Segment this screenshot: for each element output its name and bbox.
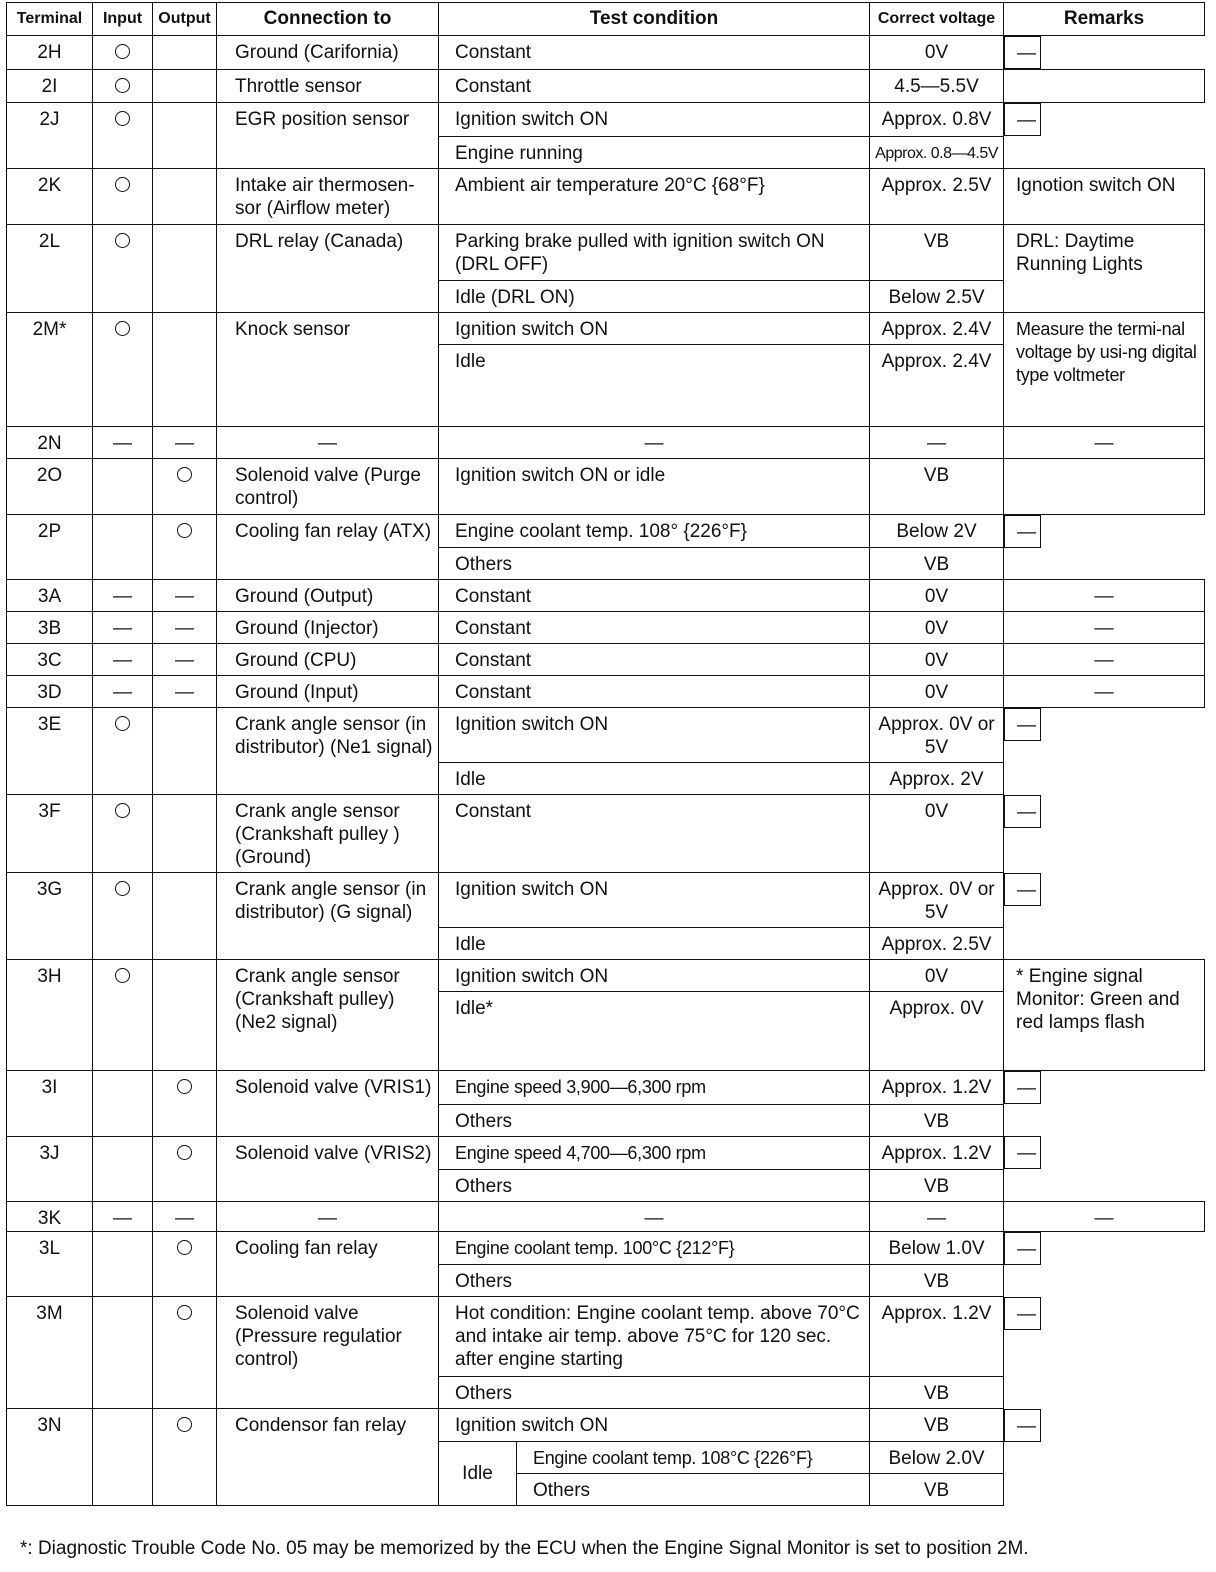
- connection-cell: Solenoid valve (Purge control): [217, 458, 439, 514]
- condition-cell: Ignition switch ON: [439, 1409, 870, 1442]
- header-remarks: Remarks: [1004, 3, 1205, 36]
- output-cell: [153, 312, 217, 426]
- remarks-cell: —: [1004, 644, 1205, 676]
- condition-cell: Ambient air temperature 20°C {68°F}: [439, 168, 870, 224]
- voltage-cell: Approx. 0V or 5V: [870, 873, 1004, 928]
- remarks-cell: —: [1004, 103, 1041, 136]
- condition-cell: Ignition switch ON: [439, 103, 870, 137]
- condition-cell: Hot condition: Engine coolant temp. above 70°C and intake air temp. above 75°C for 120 sec. after engine starting: [439, 1297, 870, 1377]
- input-cell: —: [93, 580, 153, 612]
- connection-cell: Crank angle sensor (in distributor) (Ne1 signal): [217, 708, 439, 795]
- remarks-cell: —: [1004, 1232, 1041, 1265]
- remarks-cell: —: [1004, 1409, 1041, 1442]
- condition-cell: —: [439, 426, 870, 458]
- table-row: [7, 312, 1205, 344]
- connection-cell: Ground (Carifornia): [217, 36, 439, 70]
- terminal-voltage-table-sheet: [6, 2, 1204, 1506]
- condition-cell: Engine speed 3,900—6,300 rpm: [439, 1071, 870, 1105]
- voltage-cell: Approx. 0.8V: [870, 103, 1004, 137]
- input-circle-icon: [115, 177, 130, 192]
- condition-cell: Ignition switch ON: [439, 873, 870, 928]
- connection-cell: Solenoid valve (VRIS1): [217, 1071, 439, 1137]
- output-cell: [153, 224, 217, 312]
- input-cell: [93, 312, 153, 426]
- table-row: [7, 70, 1205, 103]
- voltage-cell: VB: [870, 1265, 1004, 1297]
- input-cell: [93, 1231, 153, 1297]
- condition-cell: Engine coolant temp. 100°C {212°F}: [439, 1231, 870, 1265]
- terminal-cell: 3M: [7, 1297, 93, 1409]
- voltage-cell: Approx. 2.4V: [870, 312, 1004, 344]
- table-row: [7, 960, 1205, 992]
- connection-cell: EGR position sensor: [217, 103, 439, 169]
- voltage-cell: —: [870, 1201, 1004, 1231]
- input-circle-icon: [115, 44, 130, 59]
- output-circle-icon: [177, 1305, 192, 1320]
- remarks-cell: —: [1004, 612, 1205, 644]
- voltage-cell: Approx. 2.5V: [870, 168, 1004, 224]
- connection-cell: Ground (CPU): [217, 644, 439, 676]
- condition-cell: Idle*: [439, 992, 870, 1071]
- condition-cell: Engine coolant temp. 108°C {226°F}: [517, 1442, 870, 1474]
- connection-cell: Ground (Output): [217, 580, 439, 612]
- table-row: [7, 1136, 1205, 1169]
- input-cell: [93, 36, 153, 70]
- output-cell: —: [153, 426, 217, 458]
- remarks-cell: * Engine signal Monitor: Green and red lamps flash: [1004, 960, 1205, 1071]
- voltage-cell: VB: [870, 458, 1004, 514]
- voltage-cell: Approx. 1.2V: [870, 1071, 1004, 1105]
- condition-cell: —: [439, 1201, 870, 1231]
- voltage-cell: 0V: [870, 580, 1004, 612]
- input-cell: [93, 1071, 153, 1137]
- input-circle-icon: [115, 111, 130, 126]
- remarks-cell: —: [1004, 1201, 1205, 1231]
- header-terminal: Terminal: [7, 3, 93, 36]
- table-row: [7, 676, 1205, 708]
- condition-cell: Idle: [439, 344, 870, 426]
- remarks-cell: —: [1004, 873, 1041, 906]
- output-cell: [153, 103, 217, 169]
- remarks-cell: —: [1004, 426, 1205, 458]
- output-cell: —: [153, 612, 217, 644]
- connection-cell: Condensor fan relay: [217, 1409, 439, 1506]
- table-row: [7, 458, 1205, 514]
- condition-cell: Constant: [439, 36, 870, 70]
- voltage-cell: Approx. 1.2V: [870, 1297, 1004, 1377]
- output-cell: —: [153, 676, 217, 708]
- connection-cell: Intake air thermosen-sor (Airflow meter): [217, 168, 439, 224]
- header-row: [7, 3, 1205, 36]
- table-row: [7, 168, 1205, 224]
- terminal-cell: 3L: [7, 1231, 93, 1297]
- condition-cell: Constant: [439, 795, 870, 873]
- voltage-cell: 0V: [870, 644, 1004, 676]
- remarks-cell: —: [1004, 1071, 1041, 1104]
- input-circle-icon: [115, 881, 130, 896]
- table-row: [7, 708, 1205, 763]
- header-voltage: Correct voltage: [870, 3, 1004, 36]
- input-cell: [93, 1409, 153, 1506]
- condition-cell: Others: [439, 1169, 870, 1201]
- remarks-cell: —: [1004, 36, 1041, 69]
- input-cell: [93, 514, 153, 580]
- remarks-cell: —: [1004, 580, 1205, 612]
- input-cell: [93, 960, 153, 1071]
- table-row: [7, 873, 1205, 928]
- terminal-cell: 3G: [7, 873, 93, 960]
- terminal-cell: 2L: [7, 224, 93, 312]
- terminal-cell: 3D: [7, 676, 93, 708]
- output-cell: [153, 1071, 217, 1137]
- condition-cell: Constant: [439, 644, 870, 676]
- table-row: [7, 514, 1205, 548]
- output-cell: [153, 873, 217, 960]
- terminal-cell: 2I: [7, 70, 93, 103]
- condition-cell: Others: [439, 1265, 870, 1297]
- input-cell: —: [93, 644, 153, 676]
- connection-cell: Throttle sensor: [217, 70, 439, 103]
- voltage-cell: Approx. 2.5V: [870, 928, 1004, 960]
- header-connection: Connection to: [217, 3, 439, 36]
- input-circle-icon: [115, 78, 130, 93]
- voltage-cell: Approx. 0V or 5V: [870, 708, 1004, 763]
- connection-cell: Knock sensor: [217, 312, 439, 426]
- output-cell: [153, 960, 217, 1071]
- connection-cell: Cooling fan relay: [217, 1231, 439, 1297]
- output-cell: [153, 514, 217, 580]
- voltage-cell: VB: [870, 548, 1004, 580]
- output-cell: [153, 1409, 217, 1506]
- connection-cell: Ground (Injector): [217, 612, 439, 644]
- connection-cell: Crank angle sensor (Crankshaft pulley) (Ne2 signal): [217, 960, 439, 1071]
- voltage-cell: —: [870, 426, 1004, 458]
- voltage-cell: Below 2V: [870, 514, 1004, 548]
- footnote: *: Diagnostic Trouble Code No. 05 may be memorized by the ECU when the Engine Signal Monitor is set to position 2M.: [20, 1538, 1029, 1559]
- connection-cell: —: [217, 426, 439, 458]
- terminal-cell: 2J: [7, 103, 93, 169]
- condition-cell: Constant: [439, 70, 870, 103]
- condition-cell: Others: [439, 1104, 870, 1136]
- voltage-cell: Below 1.0V: [870, 1231, 1004, 1265]
- terminal-cell: 3E: [7, 708, 93, 795]
- output-circle-icon: [177, 1417, 192, 1432]
- table-row: [7, 1071, 1205, 1105]
- condition-cell: Engine running: [439, 136, 870, 168]
- input-cell: —: [93, 612, 153, 644]
- input-cell: —: [93, 676, 153, 708]
- voltage-cell: 0V: [870, 676, 1004, 708]
- output-cell: [153, 1231, 217, 1297]
- remarks-cell: [1004, 70, 1205, 103]
- condition-cell: Engine speed 4,700—6,300 rpm: [439, 1136, 870, 1169]
- output-circle-icon: [177, 523, 192, 538]
- header-input: Input: [93, 3, 153, 36]
- voltage-cell: Approx. 1.2V: [870, 1136, 1004, 1169]
- voltage-cell: Below 2.0V: [870, 1442, 1004, 1474]
- voltage-cell: 0V: [870, 612, 1004, 644]
- remarks-cell: —: [1004, 795, 1041, 828]
- table-row: [7, 1297, 1205, 1377]
- remarks-cell: Ignotion switch ON: [1004, 168, 1205, 224]
- table-row: [7, 426, 1205, 458]
- remarks-cell: [1004, 458, 1205, 514]
- terminal-cell: 3B: [7, 612, 93, 644]
- input-cell: [93, 224, 153, 312]
- input-circle-icon: [115, 233, 130, 248]
- input-cell: [93, 795, 153, 873]
- input-cell: [93, 70, 153, 103]
- table-row: [7, 1201, 1205, 1231]
- header-output: Output: [153, 3, 217, 36]
- voltage-cell: Approx. 0.8—4.5V: [870, 136, 1004, 168]
- remarks-cell: —: [1004, 708, 1041, 741]
- terminal-cell: 3I: [7, 1071, 93, 1137]
- condition-cell: Constant: [439, 612, 870, 644]
- output-cell: —: [153, 1201, 217, 1231]
- input-cell: [93, 1136, 153, 1201]
- output-circle-icon: [177, 1240, 192, 1255]
- voltage-cell: 4.5—5.5V: [870, 70, 1004, 103]
- terminal-cell: 3C: [7, 644, 93, 676]
- table-row: [7, 103, 1205, 137]
- output-cell: [153, 1136, 217, 1201]
- input-cell: [93, 708, 153, 795]
- remarks-cell: DRL: Daytime Running Lights: [1004, 224, 1205, 312]
- voltage-cell: Approx. 2V: [870, 763, 1004, 795]
- table-row: [7, 580, 1205, 612]
- terminal-cell: 3J: [7, 1136, 93, 1201]
- input-cell: —: [93, 426, 153, 458]
- terminal-cell: 2P: [7, 514, 93, 580]
- input-cell: [93, 1297, 153, 1409]
- voltage-cell: 0V: [870, 36, 1004, 70]
- condition-cell: Parking brake pulled with ignition switch ON (DRL OFF): [439, 224, 870, 280]
- input-cell: [93, 873, 153, 960]
- voltage-cell: 0V: [870, 960, 1004, 992]
- remarks-cell: Measure the termi-nal voltage by usi-ng digital type voltmeter: [1004, 312, 1205, 426]
- condition-cell: Others: [439, 1377, 870, 1409]
- output-cell: [153, 1297, 217, 1409]
- input-circle-icon: [115, 968, 130, 983]
- terminal-cell: 3K: [7, 1201, 93, 1231]
- condition-cell: Ignition switch ON: [439, 960, 870, 992]
- connection-cell: Solenoid valve (Pressure regulatior control): [217, 1297, 439, 1409]
- terminal-cell: 3A: [7, 580, 93, 612]
- condition-cell: Ignition switch ON: [439, 708, 870, 763]
- input-circle-icon: [115, 803, 130, 818]
- condition-cell: Ignition switch ON: [439, 312, 870, 344]
- terminal-voltage-table: [6, 2, 1205, 1506]
- output-cell: [153, 36, 217, 70]
- connection-cell: —: [217, 1201, 439, 1231]
- condition-cell: Others: [517, 1474, 870, 1506]
- connection-cell: Ground (Input): [217, 676, 439, 708]
- input-cell: [93, 103, 153, 169]
- voltage-cell: Below 2.5V: [870, 280, 1004, 312]
- voltage-cell: VB: [870, 1104, 1004, 1136]
- input-cell: [93, 168, 153, 224]
- output-cell: [153, 458, 217, 514]
- terminal-cell: 2K: [7, 168, 93, 224]
- output-cell: [153, 70, 217, 103]
- remarks-cell: —: [1004, 1136, 1041, 1169]
- output-cell: [153, 168, 217, 224]
- input-cell: —: [93, 1201, 153, 1231]
- output-cell: [153, 708, 217, 795]
- connection-cell: DRL relay (Canada): [217, 224, 439, 312]
- input-circle-icon: [115, 321, 130, 336]
- table-row: [7, 612, 1205, 644]
- output-cell: —: [153, 580, 217, 612]
- table-row: [7, 224, 1205, 280]
- output-circle-icon: [177, 467, 192, 482]
- condition-subgroup-cell: Idle: [439, 1442, 517, 1506]
- voltage-cell: VB: [870, 1409, 1004, 1442]
- output-cell: —: [153, 644, 217, 676]
- table-row: [7, 644, 1205, 676]
- terminal-cell: 2O: [7, 458, 93, 514]
- remarks-cell: —: [1004, 676, 1205, 708]
- terminal-cell: 3N: [7, 1409, 93, 1506]
- connection-cell: Cooling fan relay (ATX): [217, 514, 439, 580]
- connection-cell: Solenoid valve (VRIS2): [217, 1136, 439, 1201]
- output-circle-icon: [177, 1079, 192, 1094]
- output-cell: [153, 795, 217, 873]
- voltage-cell: Approx. 0V: [870, 992, 1004, 1071]
- input-circle-icon: [115, 716, 130, 731]
- voltage-cell: VB: [870, 1474, 1004, 1506]
- connection-cell: Crank angle sensor (Crankshaft pulley ) (Ground): [217, 795, 439, 873]
- voltage-cell: 0V: [870, 795, 1004, 873]
- terminal-cell: 3H: [7, 960, 93, 1071]
- condition-cell: Idle: [439, 928, 870, 960]
- output-circle-icon: [177, 1145, 192, 1160]
- remarks-cell: —: [1004, 1297, 1041, 1330]
- voltage-cell: VB: [870, 1377, 1004, 1409]
- voltage-cell: Approx. 2.4V: [870, 344, 1004, 426]
- table-row: [7, 795, 1205, 873]
- condition-cell: Others: [439, 548, 870, 580]
- table-row: [7, 1409, 1205, 1442]
- header-condition: Test condition: [439, 3, 870, 36]
- condition-cell: Constant: [439, 676, 870, 708]
- condition-cell: Idle: [439, 763, 870, 795]
- terminal-cell: 2M*: [7, 312, 93, 426]
- voltage-cell: VB: [870, 1169, 1004, 1201]
- condition-cell: Engine coolant temp. 108° {226°F}: [439, 514, 870, 548]
- terminal-cell: 3F: [7, 795, 93, 873]
- condition-cell: Ignition switch ON or idle: [439, 458, 870, 514]
- connection-cell: Crank angle sensor (in distributor) (G signal): [217, 873, 439, 960]
- terminal-cell: 2N: [7, 426, 93, 458]
- table-row: [7, 1231, 1205, 1265]
- table-row: [7, 36, 1205, 70]
- voltage-cell: VB: [870, 224, 1004, 280]
- condition-cell: Idle (DRL ON): [439, 280, 870, 312]
- condition-cell: Constant: [439, 580, 870, 612]
- terminal-cell: 2H: [7, 36, 93, 70]
- input-cell: [93, 458, 153, 514]
- remarks-cell: —: [1004, 515, 1041, 548]
